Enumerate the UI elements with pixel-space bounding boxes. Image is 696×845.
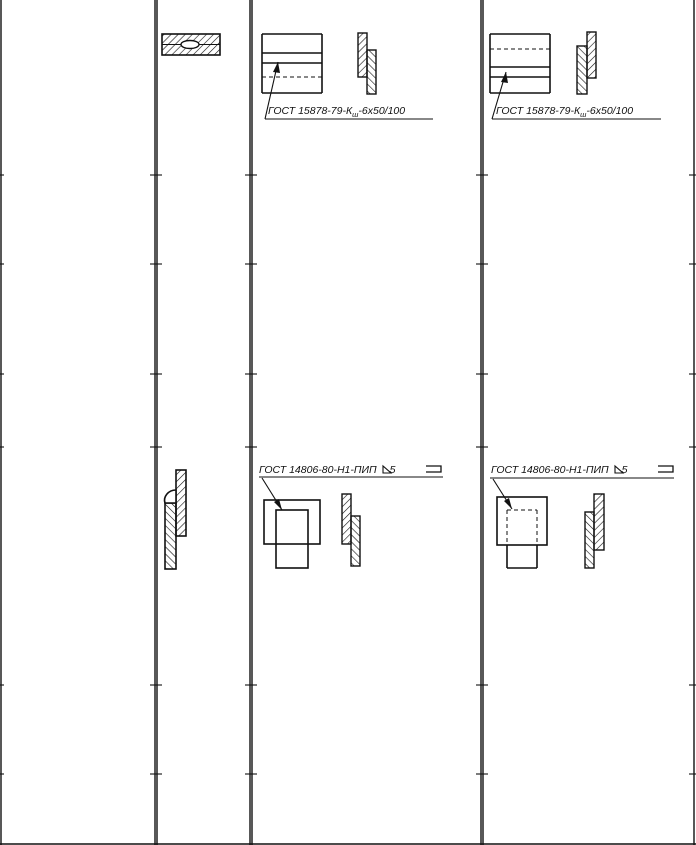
weld-designation-text: ГОСТ 14806-80-Н1-ПИП 5 [259, 464, 396, 476]
plug-weld-section-icon [162, 34, 220, 55]
overlap-joint-view-right [490, 478, 674, 568]
overlap-joint-view-left [259, 477, 443, 568]
overlap-weld-section-icon [165, 470, 186, 569]
weld-designation-text: ГОСТ 14806-80-Н1-ПИП 5 [491, 464, 628, 476]
weld-designation-text: ГОСТ $15878-79-К_ш-6x50/100$ [268, 105, 406, 119]
weld-designation-text: ГОСТ $15878-79-К_ш-6x50/100$ [496, 105, 634, 119]
